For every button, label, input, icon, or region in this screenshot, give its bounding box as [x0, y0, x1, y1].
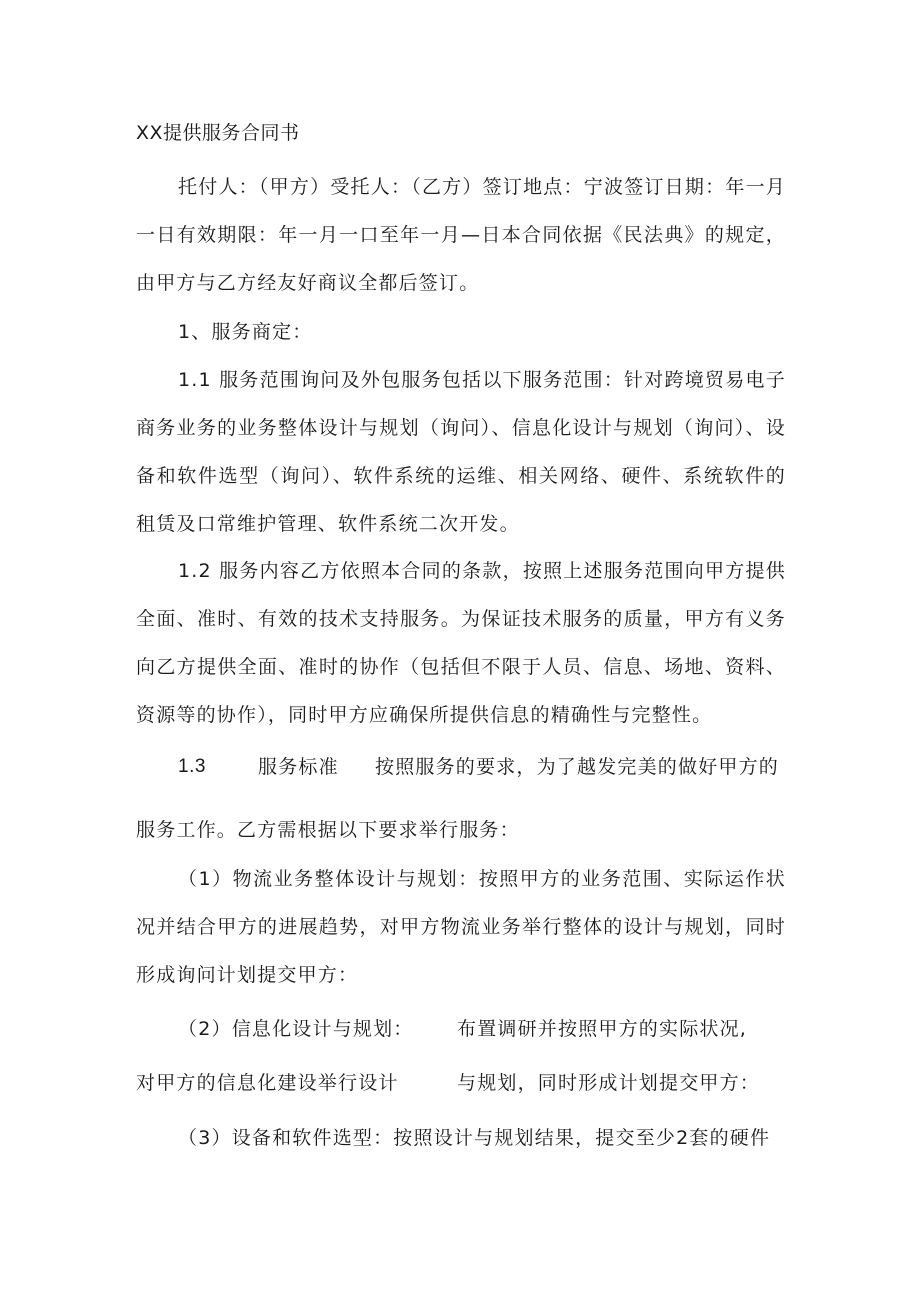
item-3: （3）设备和软件选型：按照设计与规划结果，提交至少2套的硬件 — [178, 1127, 771, 1149]
section-1-heading: 1、服务商定： — [178, 321, 313, 343]
clause-1-3-continuation: 服务工作。乙方需根据以下要求举行服务： — [136, 819, 520, 841]
intro-paragraph: 托付人：（甲方）受托人：（乙方）签订地点：宁波签订日期：年一月一日有效期限：年一月一口至年一月—日本合同依据《民法典》的规定，由甲方与乙方经友好商议全都后签订。 — [136, 176, 786, 294]
clause-1-1: 1.1 服务范围询问及外包服务包括以下服务范围：针对跨境贸易电子商务业务的业务整体设计与规划（询问）、信息化设计与规划（询问）、设备和软件选型（询问）、软件系统的运维、相关网络、硬件、系统软件的租赁及口常维护管理、软件系统二次开发。 — [136, 369, 786, 535]
item-2-text: 布置调研并按照甲方的实际状况, — [457, 1018, 748, 1040]
document-title: XX提供服务合同书 — [136, 122, 300, 144]
item-2-continuation-left: 对甲方的信息化建设举行设计 — [136, 1072, 399, 1094]
item-2-heading: （2）信息化设计与规划： — [178, 1018, 414, 1040]
item-2-continuation-right: 与规划，同时形成计划提交甲方： — [457, 1072, 761, 1094]
item-1: （1）物流业务整体设计与规划：按照甲方的业务范围、实际运作状况并结合甲方的进展趋势，对甲方物流业务举行整体的设计与规划，同时形成询问计划提交甲方： — [136, 868, 786, 986]
clause-1-3-label: 服务标准 — [258, 756, 339, 778]
clause-1-3-number: 1.3 — [178, 756, 206, 777]
clause-1-3-text: 按照服务的要求，为了越发完美的做好甲方的 — [375, 756, 780, 778]
clause-1-2: 1.2 服务内容乙方依照本合同的条款，按照上述服务范围向甲方提供全面、准时、有效的技术支持服务。为保证技术服务的质量，甲方有义务向乙方提供全面、准时的协作（包括但不限于人员、信息、场地、资料、资源等的协作），同时甲方应确保所提供信息的精确性与完整性。 — [136, 560, 786, 726]
